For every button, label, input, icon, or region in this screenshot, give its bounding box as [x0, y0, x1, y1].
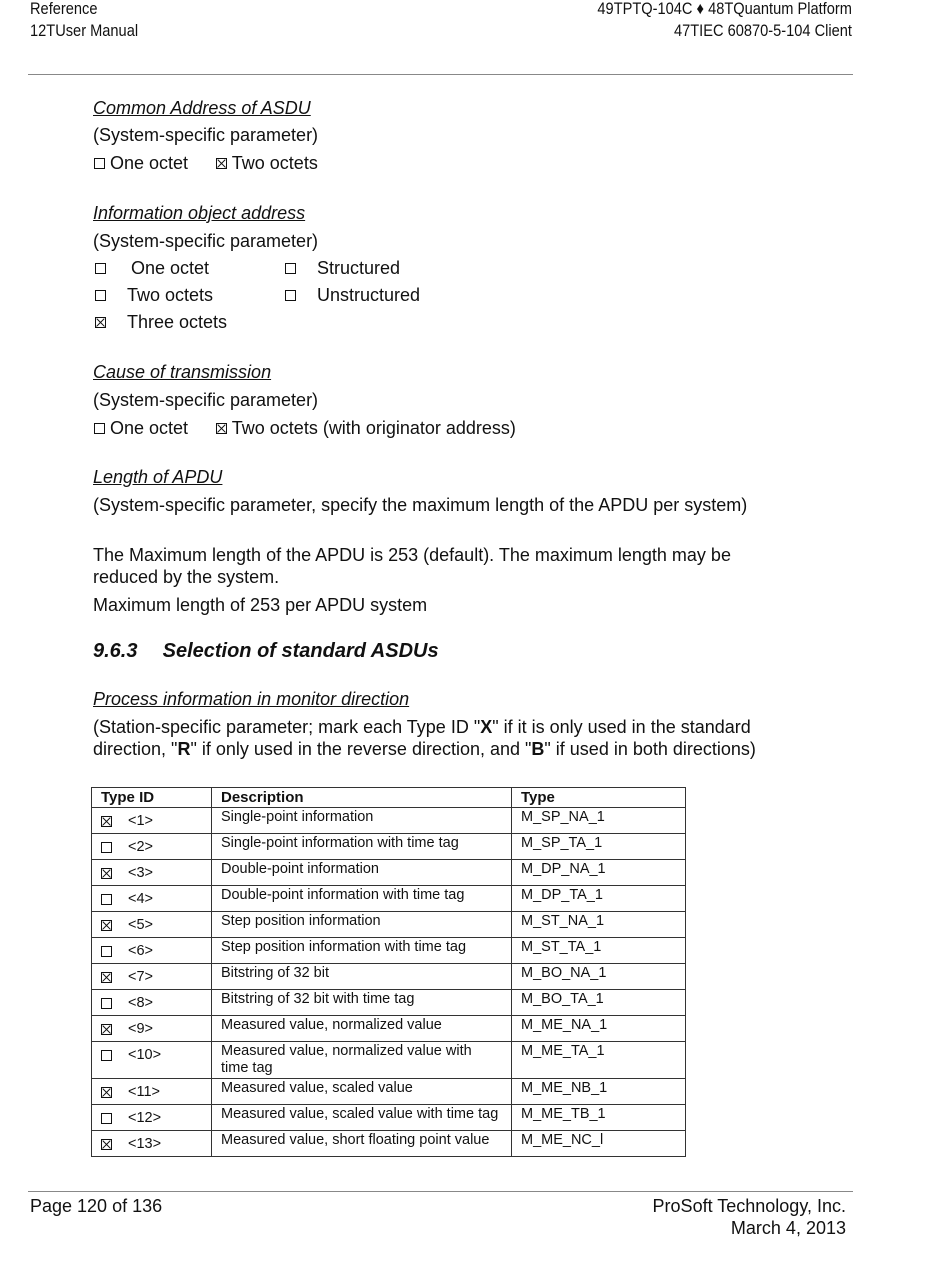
- type-id-value: <7>: [128, 969, 153, 985]
- apdu-paragraph-3: Maximum length of 253 per APDU system: [93, 595, 428, 615]
- table-row: [92, 1131, 686, 1157]
- process-text-a: (Station-specific parameter; mark each Type ID ": [93, 717, 481, 737]
- cell-description: Single-point information with time tag: [212, 834, 512, 860]
- checkbox-checked-icon: [101, 920, 112, 931]
- process-text-b: " if it is only used in the standard direction, ": [93, 717, 751, 759]
- cause-options: [94, 418, 516, 439]
- cell-type-id: [92, 808, 212, 834]
- footer-date: March 4, 2013: [730, 1218, 846, 1238]
- io-structured: Structured: [317, 258, 401, 278]
- cell-type-id: [92, 964, 212, 990]
- io-one-octet: One octet: [131, 258, 210, 278]
- checkbox-checked-icon: [101, 816, 112, 827]
- cell-type-id: [92, 938, 212, 964]
- header-reference: Reference: [30, 0, 98, 18]
- process-text-c: " if only used in the reverse direction, and ": [190, 739, 532, 759]
- cell-description: Measured value, short floating point value: [212, 1131, 512, 1157]
- cell-type-id: [92, 1042, 212, 1079]
- checkbox-empty-icon: [285, 263, 296, 274]
- io-unstructured-row: [285, 285, 420, 306]
- checkbox-empty-icon: [101, 1050, 112, 1061]
- apdu-paragraph-2: The Maximum length of the APDU is 253 (default). The maximum length may be reduced by the system.: [93, 545, 731, 587]
- cause-two-octets: Two octets (with originator address): [231, 418, 516, 438]
- option-two-octets: Two octets: [231, 153, 318, 173]
- io-structured-row: [285, 258, 400, 279]
- io-unstructured: Unstructured: [317, 285, 421, 305]
- asdu-table: [91, 787, 686, 1157]
- cell-type: M_DP_TA_1: [512, 886, 686, 912]
- cell-description: Step position information with time tag: [212, 938, 512, 964]
- section-heading: [93, 640, 439, 663]
- cell-description: Measured value, scaled value: [212, 1079, 512, 1105]
- type-id-value: <9>: [128, 1021, 153, 1037]
- section-number: 9.6.3: [93, 640, 138, 662]
- io-opt-one-row: [95, 258, 209, 279]
- checkbox-empty-icon: [285, 290, 296, 301]
- type-id-value: <13>: [128, 1136, 162, 1152]
- table-row: [92, 964, 686, 990]
- process-mark-r: R: [177, 739, 191, 759]
- header-manual: 12TUser Manual: [30, 21, 139, 40]
- cell-type: M_ME_NC_l: [512, 1131, 686, 1157]
- table-row: [92, 886, 686, 912]
- cell-type-id: [92, 1131, 212, 1157]
- cell-type-id: [92, 860, 212, 886]
- apdu-title: Length of APDU: [93, 467, 223, 487]
- table-row: [92, 1105, 686, 1131]
- type-id-value: <10>: [128, 1047, 162, 1063]
- cell-type: M_ME_NB_1: [512, 1079, 686, 1105]
- cause-one-octet: One octet: [110, 418, 189, 438]
- cause-subtitle: (System-specific parameter): [93, 390, 319, 410]
- io-three-octets: Three octets: [127, 312, 228, 332]
- table-row: [92, 1079, 686, 1105]
- checkbox-checked-icon: [95, 317, 106, 328]
- cell-type: M_ME_TB_1: [512, 1105, 686, 1131]
- checkbox-empty-icon: [101, 998, 112, 1009]
- cell-description: Step position information: [212, 912, 512, 938]
- type-id-value: <1>: [128, 813, 153, 829]
- common-address-title: Common Address of ASDU: [93, 98, 311, 118]
- cell-type-id: [92, 1016, 212, 1042]
- checkbox-checked-icon: [216, 423, 227, 434]
- header-protocol: 47TIEC 60870-5-104 Client: [674, 21, 852, 40]
- type-id-value: <8>: [128, 995, 153, 1011]
- cell-type-id: [92, 1079, 212, 1105]
- table-row: [92, 938, 686, 964]
- checkbox-checked-icon: [101, 1087, 112, 1098]
- cell-type-id: [92, 834, 212, 860]
- checkbox-checked-icon: [216, 158, 227, 169]
- checkbox-empty-icon: [94, 158, 105, 169]
- table-row: [92, 808, 686, 834]
- checkbox-checked-icon: [101, 868, 112, 879]
- checkbox-empty-icon: [101, 946, 112, 957]
- type-id-value: <11>: [128, 1084, 160, 1100]
- type-id-value: <5>: [128, 917, 153, 933]
- process-paragraph: [93, 716, 773, 760]
- info-object-subtitle: (System-specific parameter): [93, 231, 319, 251]
- cell-type: M_SP_TA_1: [512, 834, 686, 860]
- table-row: [92, 1042, 686, 1079]
- cell-description: Measured value, normalized value: [212, 1016, 512, 1042]
- footer-rule: [28, 1191, 853, 1192]
- io-opt-three-row: [95, 312, 227, 333]
- type-id-value: <2>: [128, 839, 153, 855]
- footer-company: ProSoft Technology, Inc.: [652, 1196, 846, 1216]
- cell-type-id: [92, 1105, 212, 1131]
- header-description: Description: [212, 788, 512, 808]
- checkbox-empty-icon: [94, 423, 105, 434]
- process-title: Process information in monitor direction: [93, 689, 410, 709]
- cell-description: Single-point information: [212, 808, 512, 834]
- process-text-d: " if used in both directions): [544, 739, 756, 759]
- cell-type: M_BO_NA_1: [512, 964, 686, 990]
- cell-description: Bitstring of 32 bit with time tag: [212, 990, 512, 1016]
- cell-type: M_ME_NA_1: [512, 1016, 686, 1042]
- cell-type: M_ST_TA_1: [512, 938, 686, 964]
- checkbox-empty-icon: [95, 263, 106, 274]
- cell-description: Measured value, scaled value with time tag: [212, 1105, 512, 1131]
- header-product: 49TPTQ-104C ♦ 48TQuantum Platform: [597, 0, 852, 18]
- checkbox-empty-icon: [101, 1113, 112, 1124]
- table-row: [92, 834, 686, 860]
- cell-type: M_ME_TA_1: [512, 1042, 686, 1079]
- type-id-value: <6>: [128, 943, 153, 959]
- cell-type-id: [92, 912, 212, 938]
- option-one-octet: One octet: [110, 153, 189, 173]
- checkbox-empty-icon: [101, 842, 112, 853]
- section-title: Selection of standard ASDUs: [162, 640, 439, 662]
- cell-type: M_SP_NA_1: [512, 808, 686, 834]
- cell-description: Double-point information: [212, 860, 512, 886]
- cell-type: M_DP_NA_1: [512, 860, 686, 886]
- checkbox-empty-icon: [101, 894, 112, 905]
- common-address-subtitle: (System-specific parameter): [93, 125, 319, 145]
- info-object-title: Information object address: [93, 203, 306, 223]
- table-row: [92, 990, 686, 1016]
- io-opt-two-row: [95, 285, 213, 306]
- cell-type: M_ST_NA_1: [512, 912, 686, 938]
- table-header-row: [92, 788, 686, 808]
- footer-page-number: Page 120 of 136: [30, 1196, 163, 1216]
- cell-description: Bitstring of 32 bit: [212, 964, 512, 990]
- header-rule: [28, 74, 853, 75]
- header-type-id: Type ID: [92, 788, 212, 808]
- type-id-value: <4>: [128, 891, 153, 907]
- common-address-options: [94, 153, 318, 174]
- type-id-value: <3>: [128, 865, 153, 881]
- checkbox-empty-icon: [95, 290, 106, 301]
- checkbox-checked-icon: [101, 1139, 112, 1150]
- cell-type-id: [92, 990, 212, 1016]
- cell-type: M_BO_TA_1: [512, 990, 686, 1016]
- type-id-value: <12>: [128, 1110, 162, 1126]
- header-type: Type: [512, 788, 686, 808]
- cell-description: Double-point information with time tag: [212, 886, 512, 912]
- checkbox-checked-icon: [101, 972, 112, 983]
- cell-description: Measured value, normalized value with time tag: [212, 1042, 512, 1079]
- checkbox-checked-icon: [101, 1024, 112, 1035]
- process-mark-b: B: [531, 739, 545, 759]
- apdu-paragraph-1: (System-specific parameter, specify the maximum length of the APDU per system): [93, 495, 748, 515]
- table-row: [92, 912, 686, 938]
- table-row: [92, 860, 686, 886]
- table-row: [92, 1016, 686, 1042]
- cell-type-id: [92, 886, 212, 912]
- process-mark-x: X: [480, 717, 493, 737]
- io-two-octets: Two octets: [127, 285, 214, 305]
- cause-title: Cause of transmission: [93, 362, 272, 382]
